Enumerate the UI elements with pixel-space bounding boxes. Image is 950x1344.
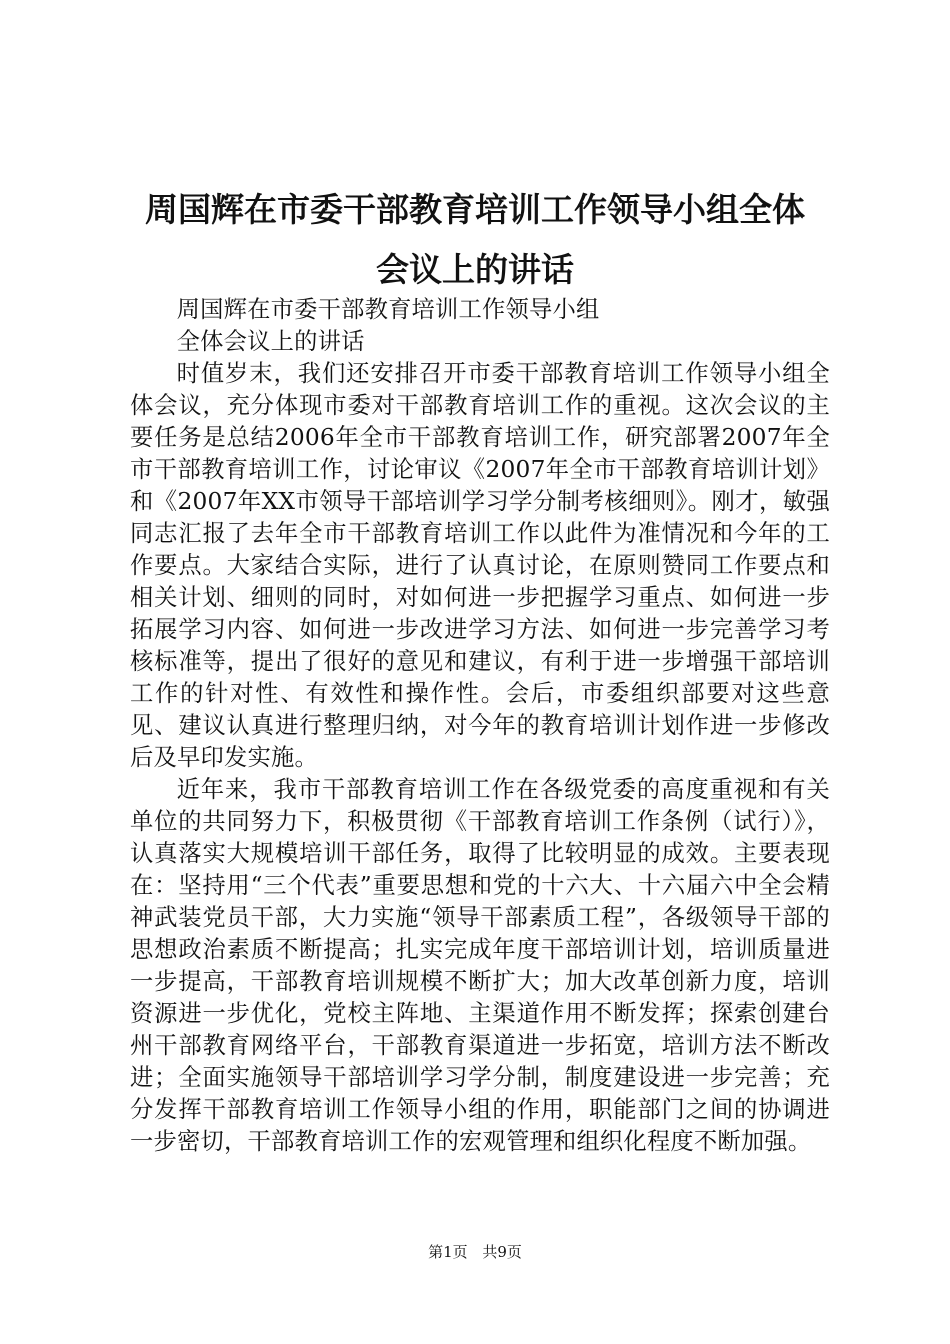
subtitle-line-2: 全体会议上的讲话 [176,328,365,355]
page-number: 第1页 [428,1243,468,1261]
title-line-2: 会议上的讲话 [376,250,574,289]
subtitle-line-1: 周国辉在市委干部教育培训工作领导小组 [176,296,600,323]
page-total: 共9页 [482,1243,522,1261]
document-title [120,180,830,300]
title-line-1: 周国辉在市委干部教育培训工作领导小组全体 [145,190,805,229]
body-paragraph-2: 近年来，我市干部教育培训工作在各级党委的高度重视和有关单位的共同努力下，积极贯彻《干部教育培训工作条例（试行）》，认真落实大规模培训干部任务，取得了比较明显的成效。主要表现在：坚持用“三个代表”重要思想和党的十六大、十六届六中全会精神武装党员干部，大力实施“领导干部素质工程”，各级领导干部的思想政治素质不断提高；扎实完成年度干部培训计划，培训质量进一步提高，干部教育培训规模不断扩大；加大改革创新力度，培训资源进一步优化，党校主阵地、主渠道作用不断发挥；探索创建台州干部教育网络平台，干部教育渠道进一步拓宽，培训方法不断改进；全面实施领导干部培训学习学分制，制度建设进一步完善；充分发挥干部教育培训工作领导小组的作用，职能部门之间的协调进一步密切，干部教育培训工作的宏观管理和组织化程度不断加强。 [130,776,830,1155]
document-body [130,294,830,1158]
page-footer [0,1242,950,1262]
body-paragraph-1: 时值岁末，我们还安排召开市委干部教育培训工作领导小组全体会议，充分体现市委对干部教育培训工作的重视。这次会议的主要任务是总结2006年全市干部教育培训工作，研究部署2007年全市干部教育培训工作，讨论审议《2007年全市干部教育培训计划》和《2007年XX市领导干部培训学习学分制考核细则》。刚才，敏强同志汇报了去年全市干部教育培训工作以此件为准情况和今年的工作要点。大家结合实际，进行了认真讨论，在原则赞同工作要点和相关计划、细则的同时，对如何进一步把握学习重点、如何进一步拓展学习内容、如何进一步改进学习方法、如何进一步完善学习考核标准等，提出了很好的意见和建议，有利于进一步增强干部培训工作的针对性、有效性和操作性。会后，市委组织部要对这些意见、建议认真进行整理归纳，对今年的教育培训计划作进一步修改后及早印发实施。 [130,360,830,771]
